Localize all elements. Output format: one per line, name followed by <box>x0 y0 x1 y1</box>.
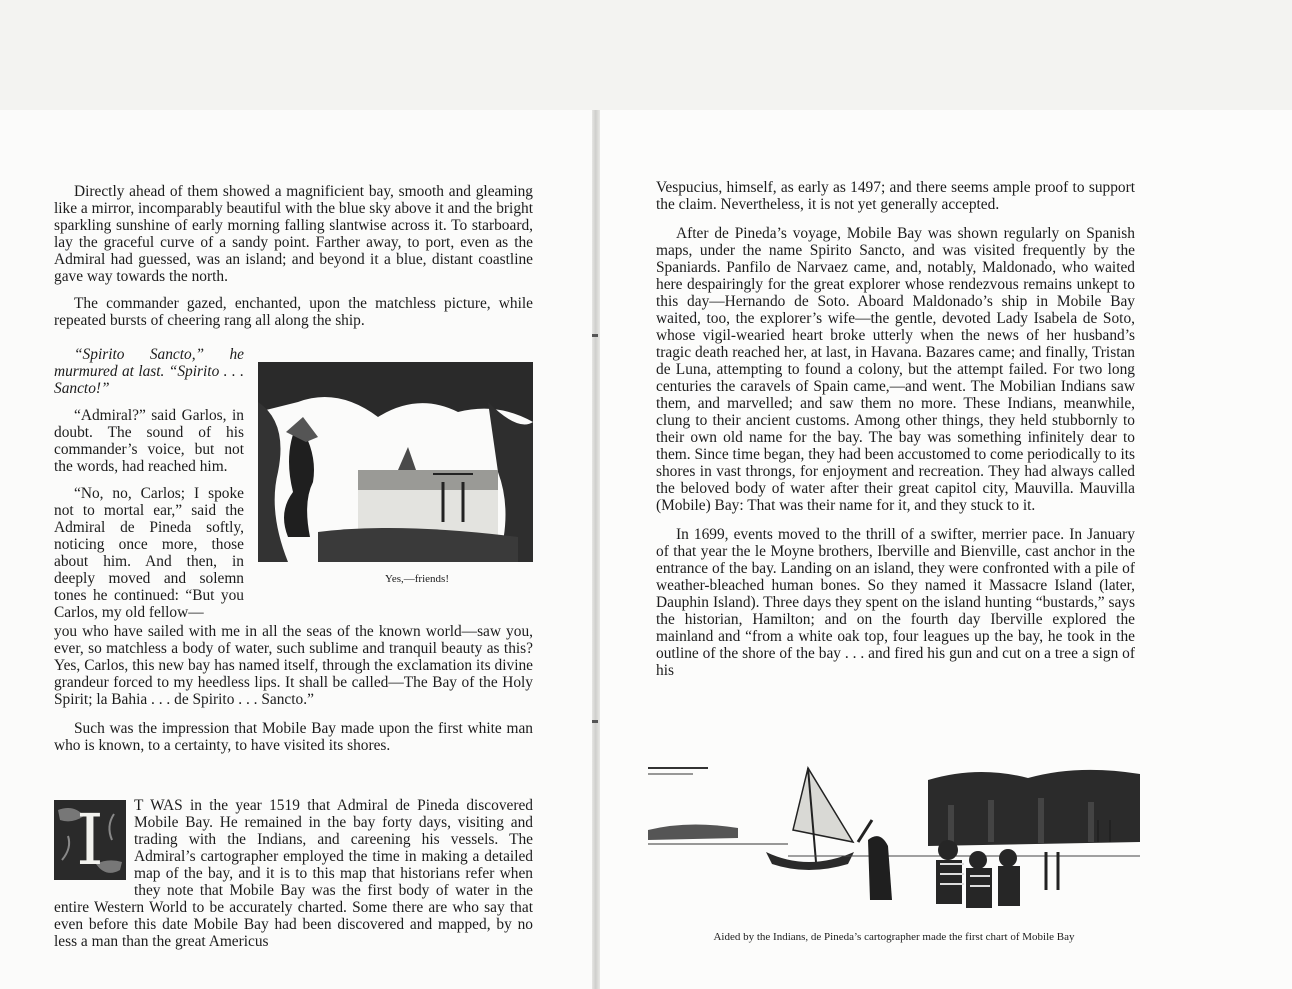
illustration-caption: Yes,—friends! <box>385 573 449 585</box>
paragraph: Directly ahead of them showed a magnificient bay, smooth and gleaming like a mirror, incomparably beautiful with the blue sky above it and the bright sparkling sunshine of early morning falling slantwise across it. To starboard, lay the graceful curve of a sandy point. Farther away, to port, even as the Admiral had guessed, was an island; and beyond it a blue, distant coastline gave way towards the north. <box>54 183 533 285</box>
left-text-continued <box>54 623 533 754</box>
illustration-cartographer-drawing <box>648 760 1140 920</box>
paragraph: Vespucius, himself, as early as 1497; and there seems ample proof to support the claim. Nevertheless, it is not yet generally accepted. <box>656 179 1135 213</box>
paragraph: After de Pineda’s voyage, Mobile Bay was shown regularly on Spanish maps, under the name Spirito Sancto, and was visited frequently by the Spaniards. Panfilo de Narvaez came, and, notably, Maldonado, who waited here despairingly for the great explorer whose rendezvous remains unkept to this day—Hernando de Soto. Aboard Maldonado’s ship in Mobile Bay waited, too, the explorer’s wife—the gentle, devoted Lady Isabela de Soto, whose vigil-wearied heart broke utterly when the news of her husband’s tragic death reached her, at last, in Havana. Bazares came; and finally, Tristan de Luna, attempting to found a colony, but the attempt failed. For two long centuries the caravels of Spain came,—and went. The Mobilian Indians saw them, and marvelled; and saw them no more. These Indians, meanwhile, clung to their ancient customs. Among other things, they held stubbornly to their own old name for the bay. The bay was something infinitely dear to them. Since time began, they had been accustomed to come periodically to its shores in vast throngs, for enjoyment and recreation. They had always called the beloved body of water after their great capitol city, Mauvilla. Mauvilla (Mobile) Bay: That was their name for it, and they stuck to it. <box>656 225 1135 514</box>
gutter-mark <box>592 720 598 723</box>
section-text <box>54 797 533 950</box>
gutter-mark <box>592 334 598 337</box>
left-text-top <box>54 183 533 329</box>
right-text <box>656 179 1135 679</box>
dialogue-continued: you who have sailed with me in all the seas of the known world—saw you, ever, so matchless a body of water, such sublime and tranquil beauty as this? Yes, Carlos, this new bay has named itself, through the exclamation its divine grandeur forced to my heedless lips. It shall be called—The Bay of the Holy Spirit; la Bahia . . . de Spirito . . . Sancto.” <box>54 623 533 708</box>
dialogue-paragraph: “Admiral?” said Garlos, in doubt. The sound of his commander’s voice, but not the words, had reached him. <box>54 407 244 475</box>
illustration-friends <box>258 362 533 562</box>
section-paragraph: T WAS in the year 1519 that Admiral de Pineda discovered Mobile Bay. He remained in the bay forty days, visiting and trading with the Indians, and careening his vessels. The Admiral’s cartographer employed the time in making a detailed map of the bay, and it is to this map that historians refer when they note that Mobile Bay was the first body of water in the entire Western World to be accurately charted. Some there are who say that even before this date Mobile Bay had been discovered and mapped, by no less a man than the great Americus <box>54 797 533 950</box>
book-gutter <box>592 110 600 989</box>
closing-paragraph: Such was the impression that Mobile Bay made upon the first white man who is known, to a certainty, to have visited its shores. <box>54 720 533 754</box>
illustration-friends-drawing <box>258 362 533 562</box>
dialogue-paragraph: “No, no, Carlos; I spoke not to mortal ear,” said the Admiral de Pineda softly, noticing once more, those about him. And then, in deeply moved and solemn tones he continued: “But you Carlos, my old fellow— <box>54 485 244 621</box>
paragraph: In 1699, events moved to the thrill of a swifter, merrier pace. In January of that year the le Moyne brothers, Iberville and Bienville, cast anchor in the entrance of the bay. Landing on an island, they were confronted with a pile of weather-bleached human bones. So they named it Massacre Island (later, Dauphin Island). Three days they spent on the island hunting “bustards,” says the historian, Hamilton; and on the fourth day Iberville explored the mainland and “from a white oak top, four leagues up the bay, he took in the outline of the shore of the bay . . . and fired his gun and cut on a tree a sign of his <box>656 526 1135 679</box>
illustration-caption: Aided by the Indians, de Pineda’s cartographer made the first chart of Mobile Bay <box>713 931 1075 943</box>
dialogue-paragraph: “Spirito Sancto,” he murmured at last. “Spirito . . . Sancto!” <box>54 346 244 397</box>
left-dialogue-column <box>54 346 244 621</box>
background-top <box>0 0 1292 110</box>
illustration-cartographer <box>648 760 1140 920</box>
paragraph: The commander gazed, enchanted, upon the matchless picture, while repeated bursts of cheering rang all along the ship. <box>54 295 533 329</box>
drop-cap-letter: I <box>76 800 104 880</box>
